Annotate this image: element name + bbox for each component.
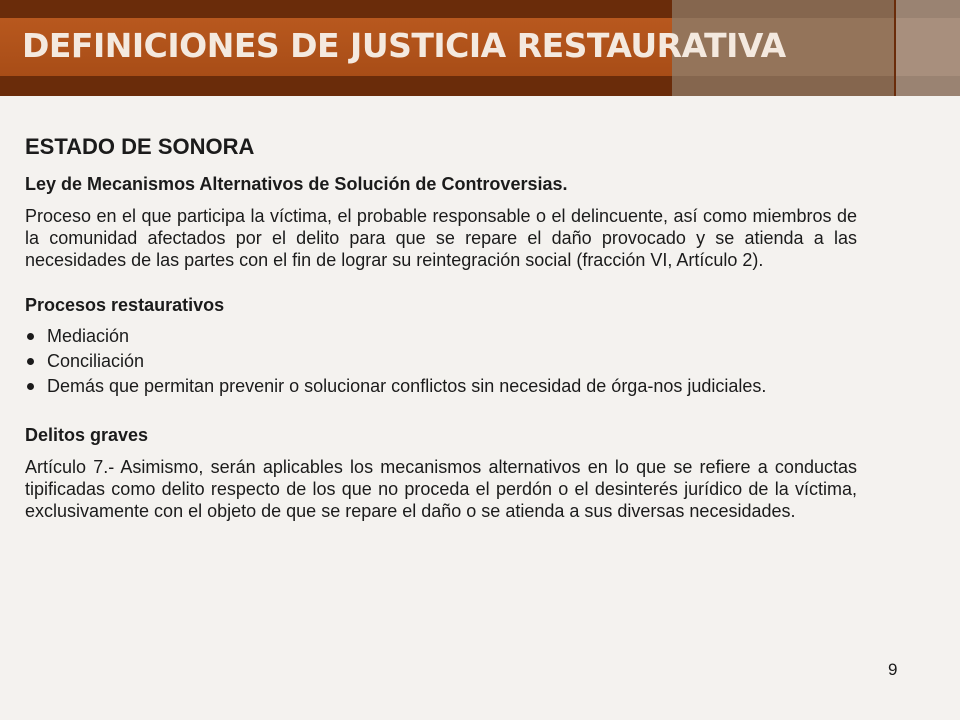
definition-paragraph: Proceso en el que participa la víctima, el probable responsable o el delincuente, así como miembros de la comunidad afectados por el delito para que se repare el daño provocado y se atienda a las necesidades de las partes con el fin de lograr su reintegración social (fracción VI, Artículo 2). [25, 206, 857, 270]
slide-title: DEFINICIONES DE JUSTICIA RESTAURATIVA [22, 26, 786, 65]
slide-content [25, 134, 857, 522]
title-banner [0, 0, 960, 96]
list-item-text: Conciliación [47, 351, 145, 371]
list-item-text: Demás que permitan prevenir o solucionar conflictos sin necesidad de órga-nos judiciales. [47, 376, 767, 396]
bullet-icon [27, 358, 34, 365]
list-item [25, 374, 857, 399]
section-heading: ESTADO DE SONORA [25, 134, 255, 159]
page-number: 9 [888, 660, 898, 679]
delitos-paragraph: Artículo 7.- Asimismo, serán aplicables los mecanismos alternativos en lo que se refiere a conductas tipificadas como delito respecto de los que no proceda el perdón o el desinterés jurídico de la víctima, exclusivamente con el objeto de que se repare el daño o se atienda a sus diversas necesidades. [25, 457, 857, 521]
delitos-title: Delitos graves [25, 425, 149, 445]
procesos-list [25, 324, 857, 399]
bullet-icon [27, 383, 34, 390]
law-title: Ley de Mecanismos Alternativos de Solución de Controversias. [25, 174, 568, 194]
banner-block-right-inner [896, 18, 960, 76]
procesos-title: Procesos restaurativos [25, 295, 225, 315]
list-item [25, 349, 857, 374]
list-item [25, 324, 857, 349]
list-item-text: Mediación [47, 326, 130, 346]
bullet-icon [27, 333, 34, 340]
